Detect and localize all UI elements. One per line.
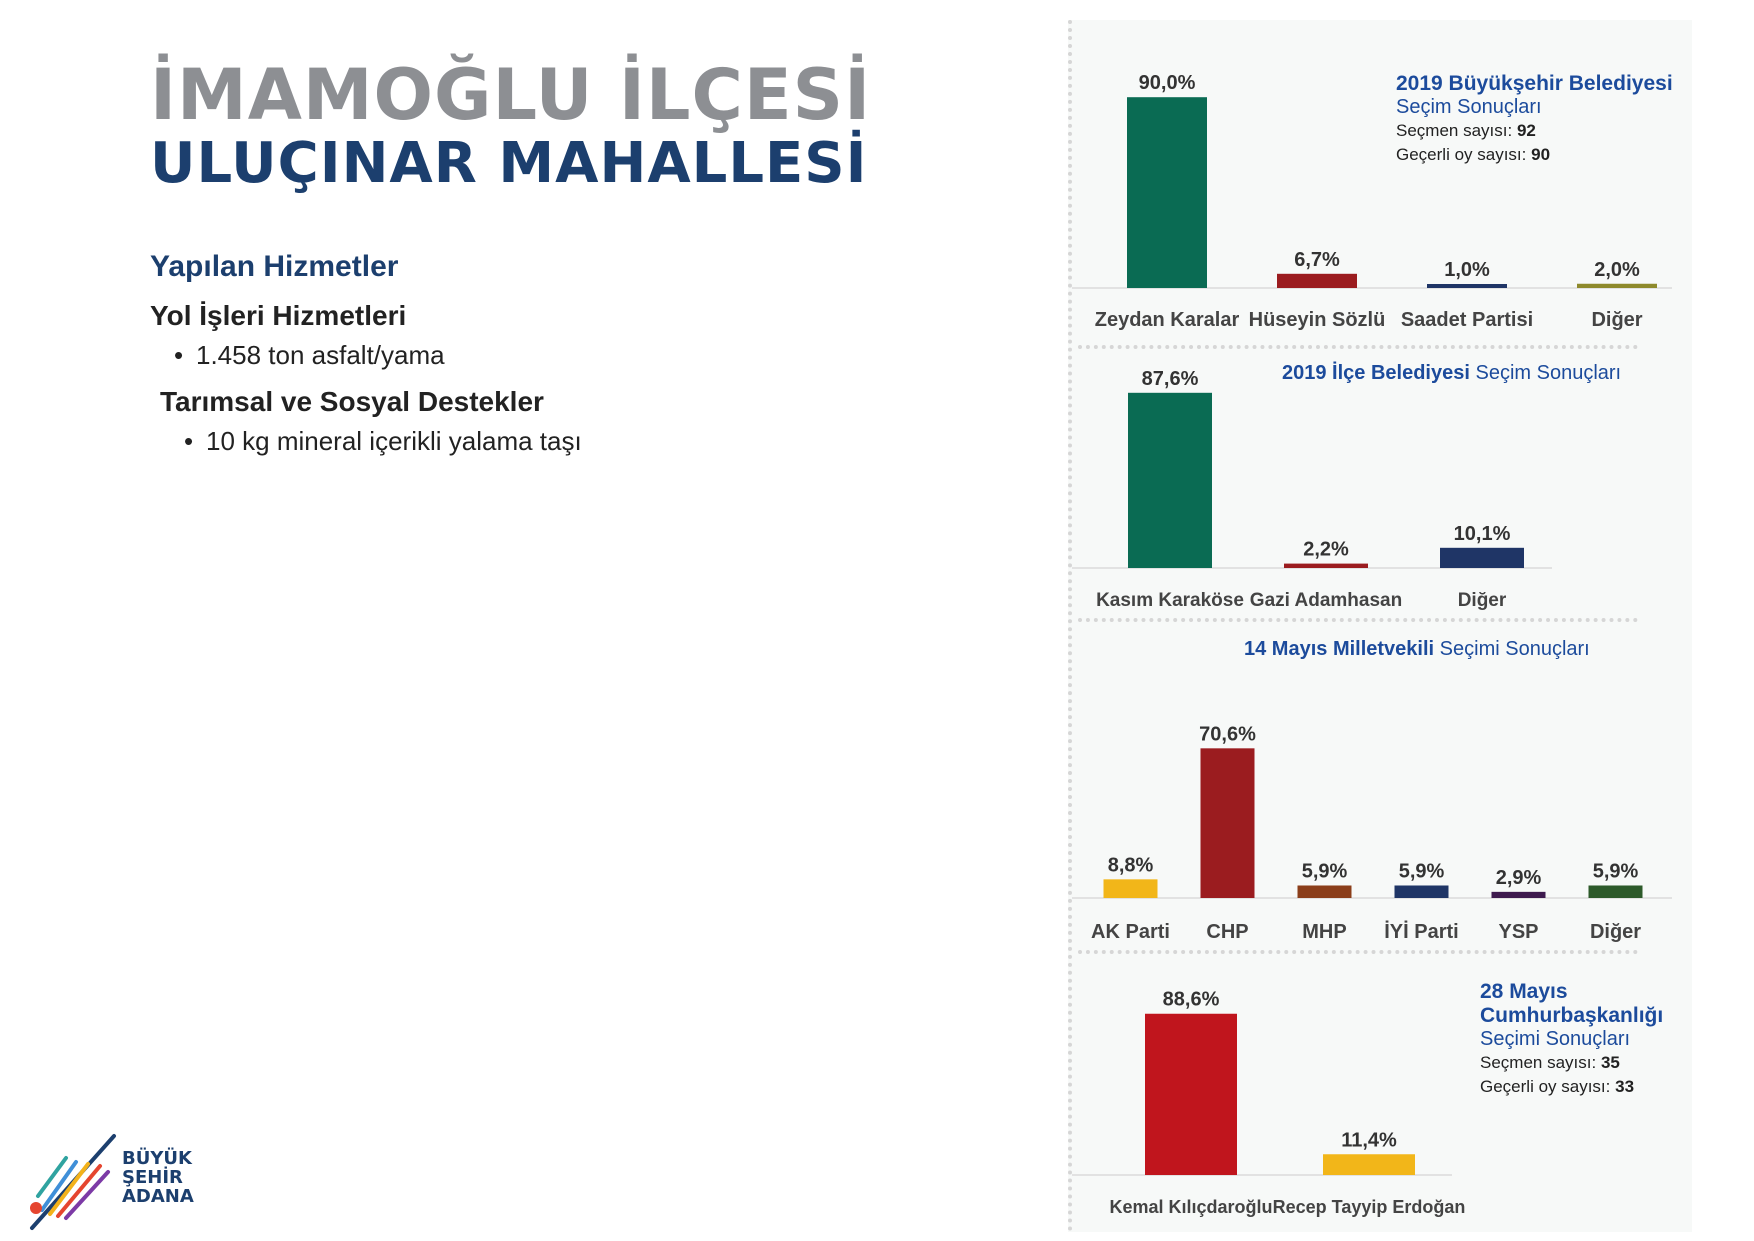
valid-vote-count: Geçerli oy sayısı: 33 bbox=[1480, 1077, 1635, 1097]
service-category-name: Tarımsal ve Sosyal Destekler bbox=[160, 386, 544, 417]
category-label: MHP bbox=[1302, 921, 1347, 943]
page-subtitle: ULUÇINAR MAHALLESİ bbox=[150, 131, 868, 196]
data-label: 6,7% bbox=[1294, 248, 1340, 271]
category-label: Gazi Adamhasan bbox=[1249, 590, 1403, 611]
chart-title-line2: Cumhurbaşkanlığı bbox=[1480, 1004, 1664, 1028]
data-label: 90,0% bbox=[1138, 72, 1196, 95]
bar bbox=[1589, 885, 1643, 898]
category-label: Diğer bbox=[1457, 590, 1507, 611]
data-label: 5,9% bbox=[1398, 860, 1445, 883]
category-label: Diğer bbox=[1589, 921, 1642, 943]
category-label: Hüseyin Sözlü bbox=[1248, 309, 1386, 331]
bar bbox=[1298, 885, 1352, 898]
data-label: 70,6% bbox=[1199, 723, 1256, 746]
chart-title: 28 Mayıs bbox=[1480, 980, 1568, 1003]
chart-separator bbox=[1078, 618, 1638, 622]
bar bbox=[1427, 284, 1507, 288]
category-label: Recep Tayyip Erdoğan bbox=[1272, 1197, 1466, 1217]
services-heading: Yapılan Hizmetler bbox=[150, 250, 399, 283]
service-item: • 10 kg mineral içerikli yalama taşı bbox=[184, 426, 582, 457]
bar bbox=[1145, 1014, 1237, 1175]
category-label: AK Parti bbox=[1091, 921, 1170, 943]
bar bbox=[1395, 885, 1449, 898]
bar bbox=[1284, 564, 1368, 568]
category-label: Kasım Karaköse bbox=[1096, 590, 1244, 611]
service-category-road bbox=[150, 300, 445, 371]
chart-separator bbox=[1078, 950, 1638, 954]
data-label: 11,4% bbox=[1341, 1129, 1397, 1152]
voter-count: Seçmen sayısı: 35 bbox=[1480, 1053, 1620, 1073]
bar bbox=[1440, 548, 1524, 568]
bar bbox=[1104, 879, 1158, 898]
bar bbox=[1577, 284, 1657, 288]
category-label: Diğer bbox=[1591, 309, 1643, 331]
chart-title-2023-parliament: 14 Mayıs Milletvekili Seçimi Sonuçları bbox=[1244, 638, 1590, 660]
chart-title-rest: Seçimi Sonuçları bbox=[1480, 1028, 1631, 1051]
category-label: CHP bbox=[1206, 921, 1249, 943]
chart-title-2019-district: 2019 İlçe Belediyesi Seçim Sonuçları bbox=[1282, 362, 1622, 384]
logo-text: BÜYÜK ŞEHİR ADANA bbox=[122, 1148, 194, 1207]
chart-title: 2019 Büyükşehir Belediyesi bbox=[1396, 72, 1673, 95]
category-label: İYİ Parti bbox=[1384, 921, 1459, 943]
bar bbox=[1201, 748, 1255, 898]
service-item: • 1.458 ton asfalt/yama bbox=[174, 340, 445, 371]
adana-logo-icon bbox=[28, 1132, 118, 1232]
bar bbox=[1127, 97, 1207, 288]
data-label: 5,9% bbox=[1592, 860, 1639, 883]
chart-2019-district bbox=[1072, 360, 1692, 610]
service-category-name: Yol İşleri Hizmetleri bbox=[150, 300, 407, 331]
data-label: 10,1% bbox=[1453, 522, 1511, 545]
legend-2023-presidential bbox=[1480, 980, 1663, 1099]
data-label: 87,6% bbox=[1141, 367, 1199, 390]
chart-2023-parliament bbox=[1072, 670, 1692, 945]
bar bbox=[1492, 892, 1546, 898]
page-title: İMAMOĞLU İLÇESİ bbox=[150, 54, 872, 136]
category-label: Zeydan Karalar bbox=[1094, 309, 1240, 331]
category-label: YSP bbox=[1498, 921, 1539, 943]
valid-vote-count: Geçerli oy sayısı: 90 bbox=[1396, 144, 1551, 164]
data-label: 5,9% bbox=[1301, 860, 1348, 883]
bar bbox=[1277, 274, 1357, 288]
chart-separator bbox=[1078, 345, 1638, 349]
legend-2019-metropolitan bbox=[1396, 72, 1673, 167]
category-label: Saadet Partisi bbox=[1400, 309, 1534, 331]
data-label: 2,9% bbox=[1495, 866, 1542, 889]
data-label: 2,0% bbox=[1594, 258, 1640, 281]
category-label: Kemal Kılıçdaroğlu bbox=[1109, 1197, 1273, 1217]
bar bbox=[1323, 1154, 1415, 1175]
voter-count: Seçmen sayısı: 92 bbox=[1396, 121, 1536, 141]
data-label: 1,0% bbox=[1444, 259, 1490, 281]
data-label: 8,8% bbox=[1107, 854, 1154, 877]
service-category-agri bbox=[160, 386, 582, 457]
data-label: 2,2% bbox=[1303, 538, 1349, 561]
chart-title-rest: Seçim Sonuçları bbox=[1396, 96, 1542, 119]
data-label: 88,6% bbox=[1162, 988, 1220, 1011]
bar bbox=[1128, 393, 1212, 568]
